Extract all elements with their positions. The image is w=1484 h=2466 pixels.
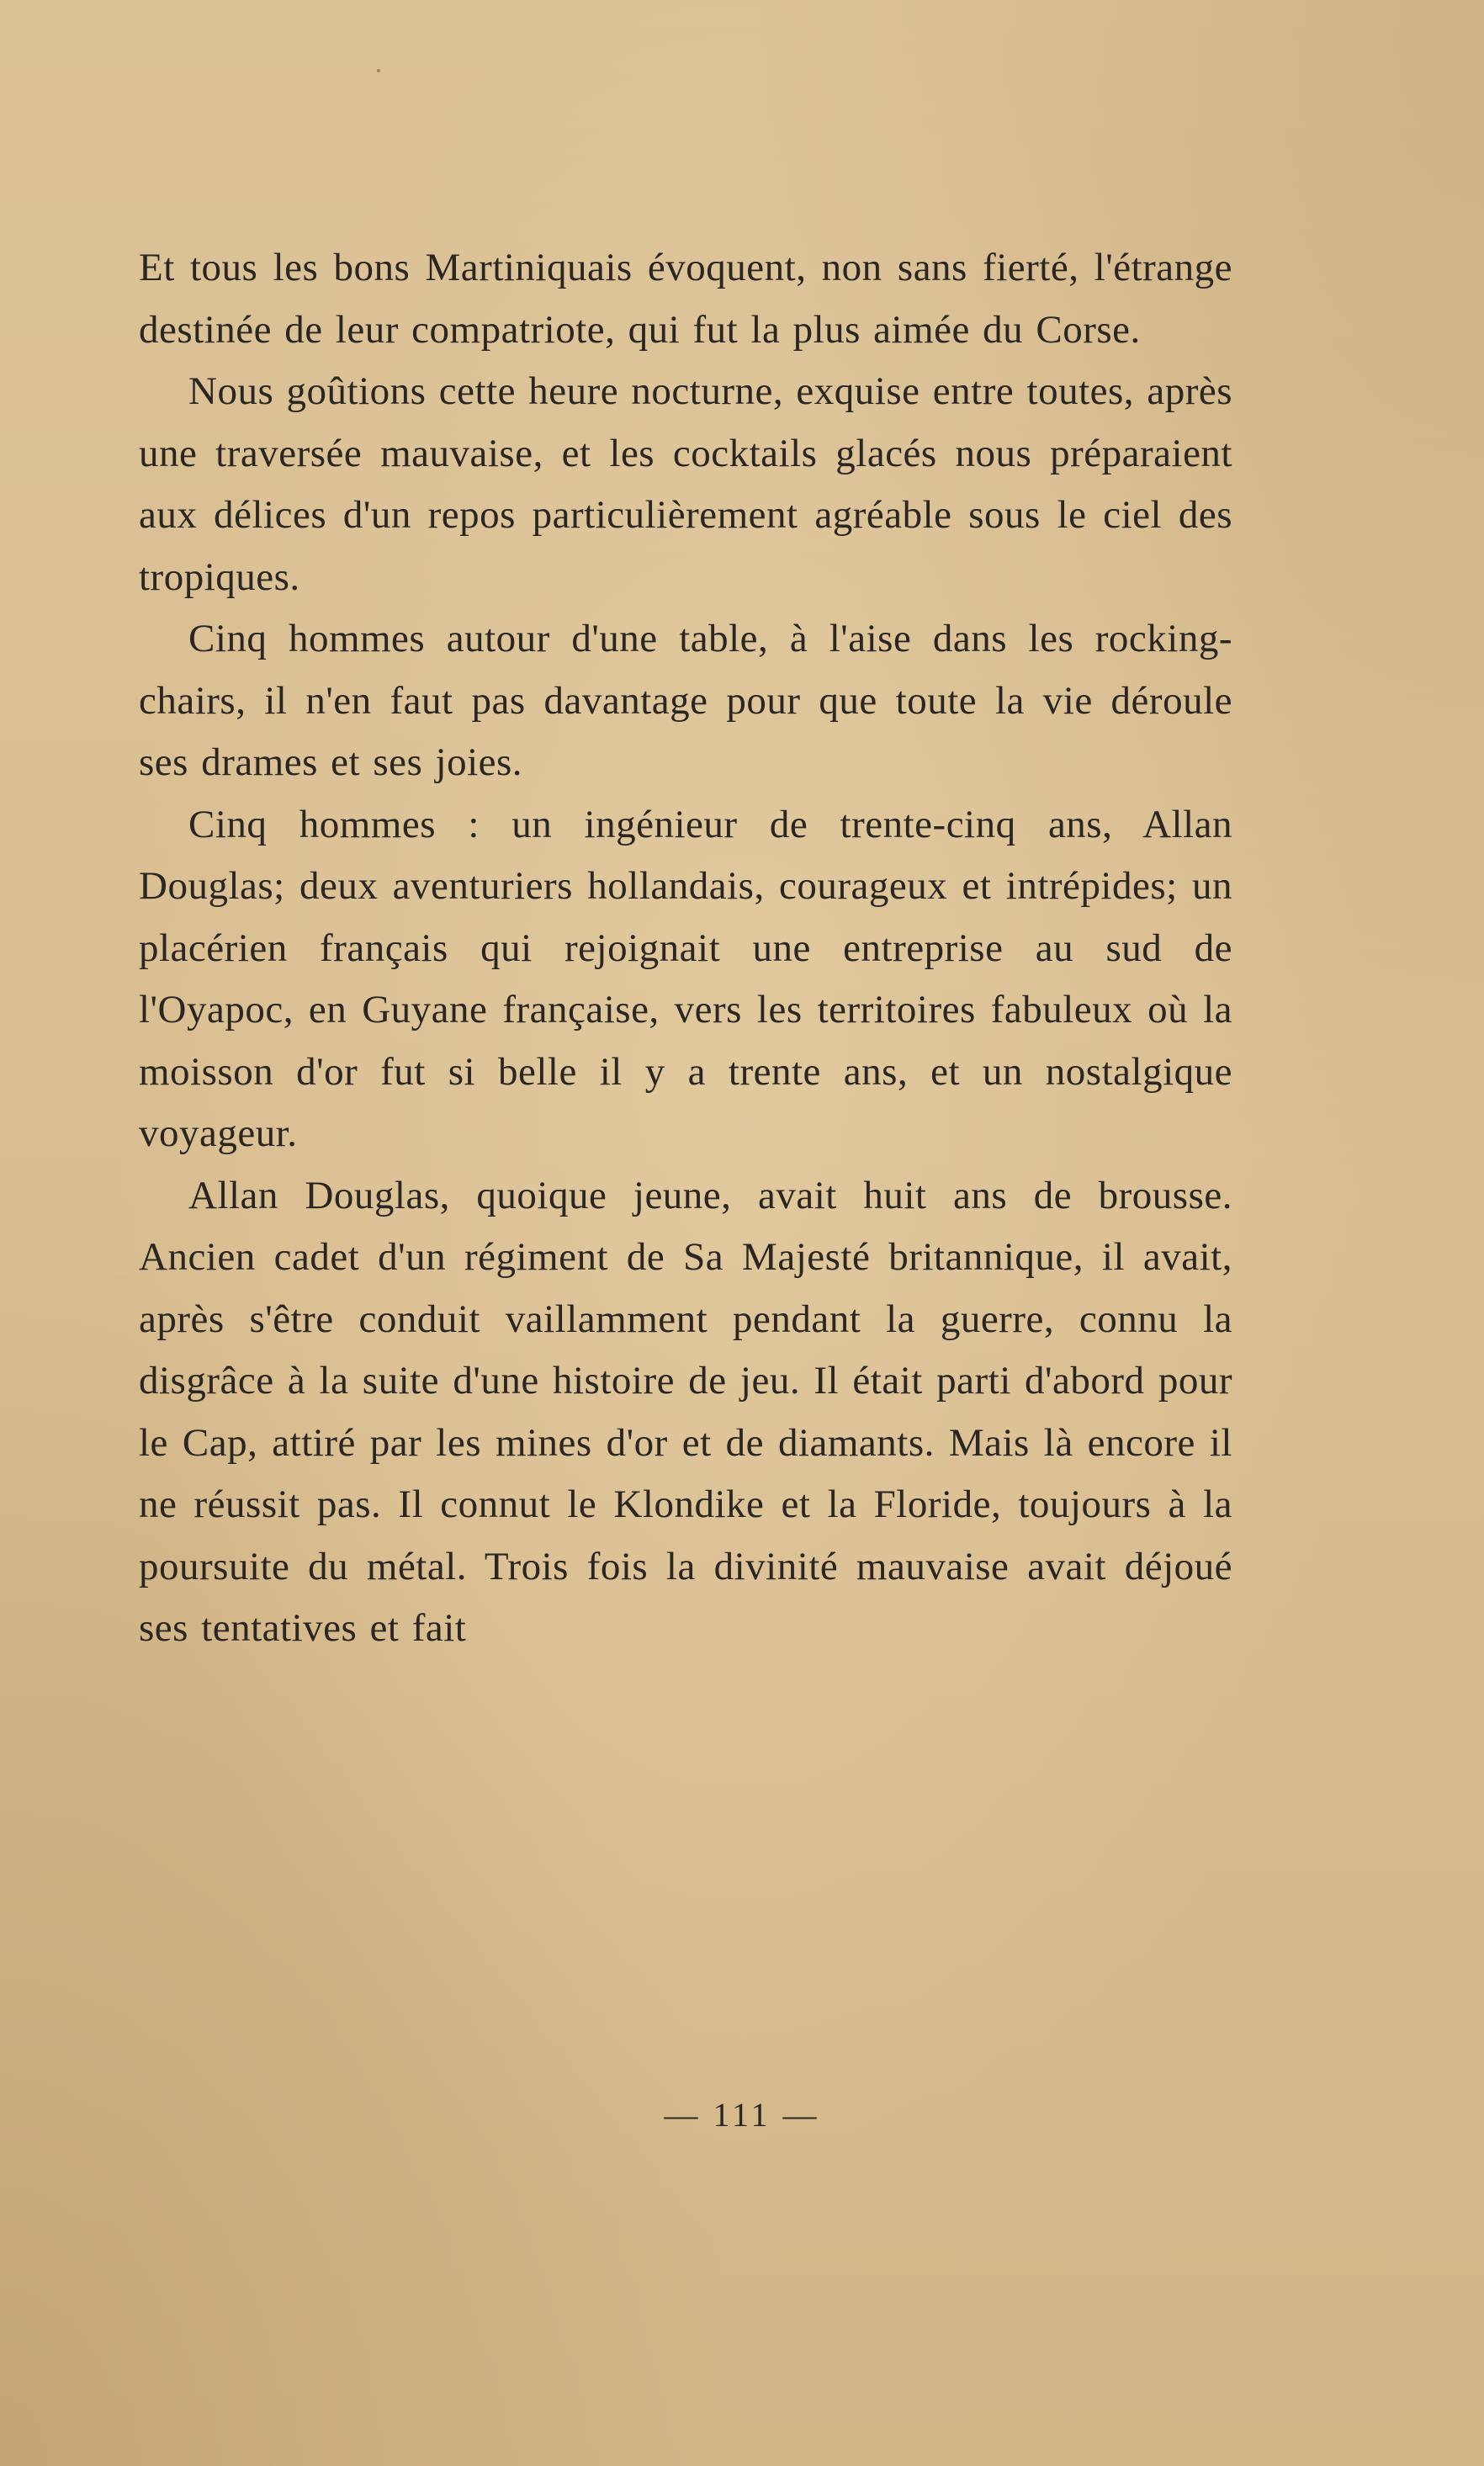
paragraph-3: Cinq hommes autour d'une table, à l'aise dans les rocking-chairs, il n'en faut pas davantage pour que toute la vie déroule ses drames et ses joies.: [139, 617, 1232, 784]
paragraph-2: Nous goûtions cette heure nocturne, exquise entre toutes, après une traversée mauvaise, et les cocktails glacés nous préparaient aux délices d'un repos particulièrement agréable sous le ciel des tropiques.: [139, 369, 1232, 599]
page-number: — 111 —: [664, 2096, 820, 2134]
paragraph-4: Cinq hommes : un ingénieur de trente-cinq ans, Allan Douglas; deux aventuriers hollandais, courageux et intrépides; un placérien français qui rejoignait une entreprise au sud de l'Oyapoc, en Guyane française, vers les territoires fabuleux où la moisson d'or fut si belle il y a trente ans, et un nostalgique voyageur.: [139, 802, 1232, 1155]
paragraph-5: Allan Douglas, quoique jeune, avait huit ans de brousse. Ancien cadet d'un régiment de Sa Majesté britannique, il avait, après s'être conduit vaillamment pendant la guerre, connu la disgrâce à la suite d'une histoire de jeu. Il était parti d'abord pour le Cap, attiré par les mines d'or et de diamants. Mais là encore il ne réussit pas. Il connut le Klondike et la Floride, toujours à la poursuite du métal. Trois fois la divinité mauvaise avait déjoué ses tentatives et fait: [139, 1173, 1232, 1650]
paper-speck: [377, 69, 380, 72]
body-text: [139, 237, 1232, 1660]
paragraph-1: Et tous les bons Martiniquais évoquent, non sans fierté, l'étrange destinée de leur compatriote, qui fut la plus aimée du Corse.: [139, 246, 1232, 352]
